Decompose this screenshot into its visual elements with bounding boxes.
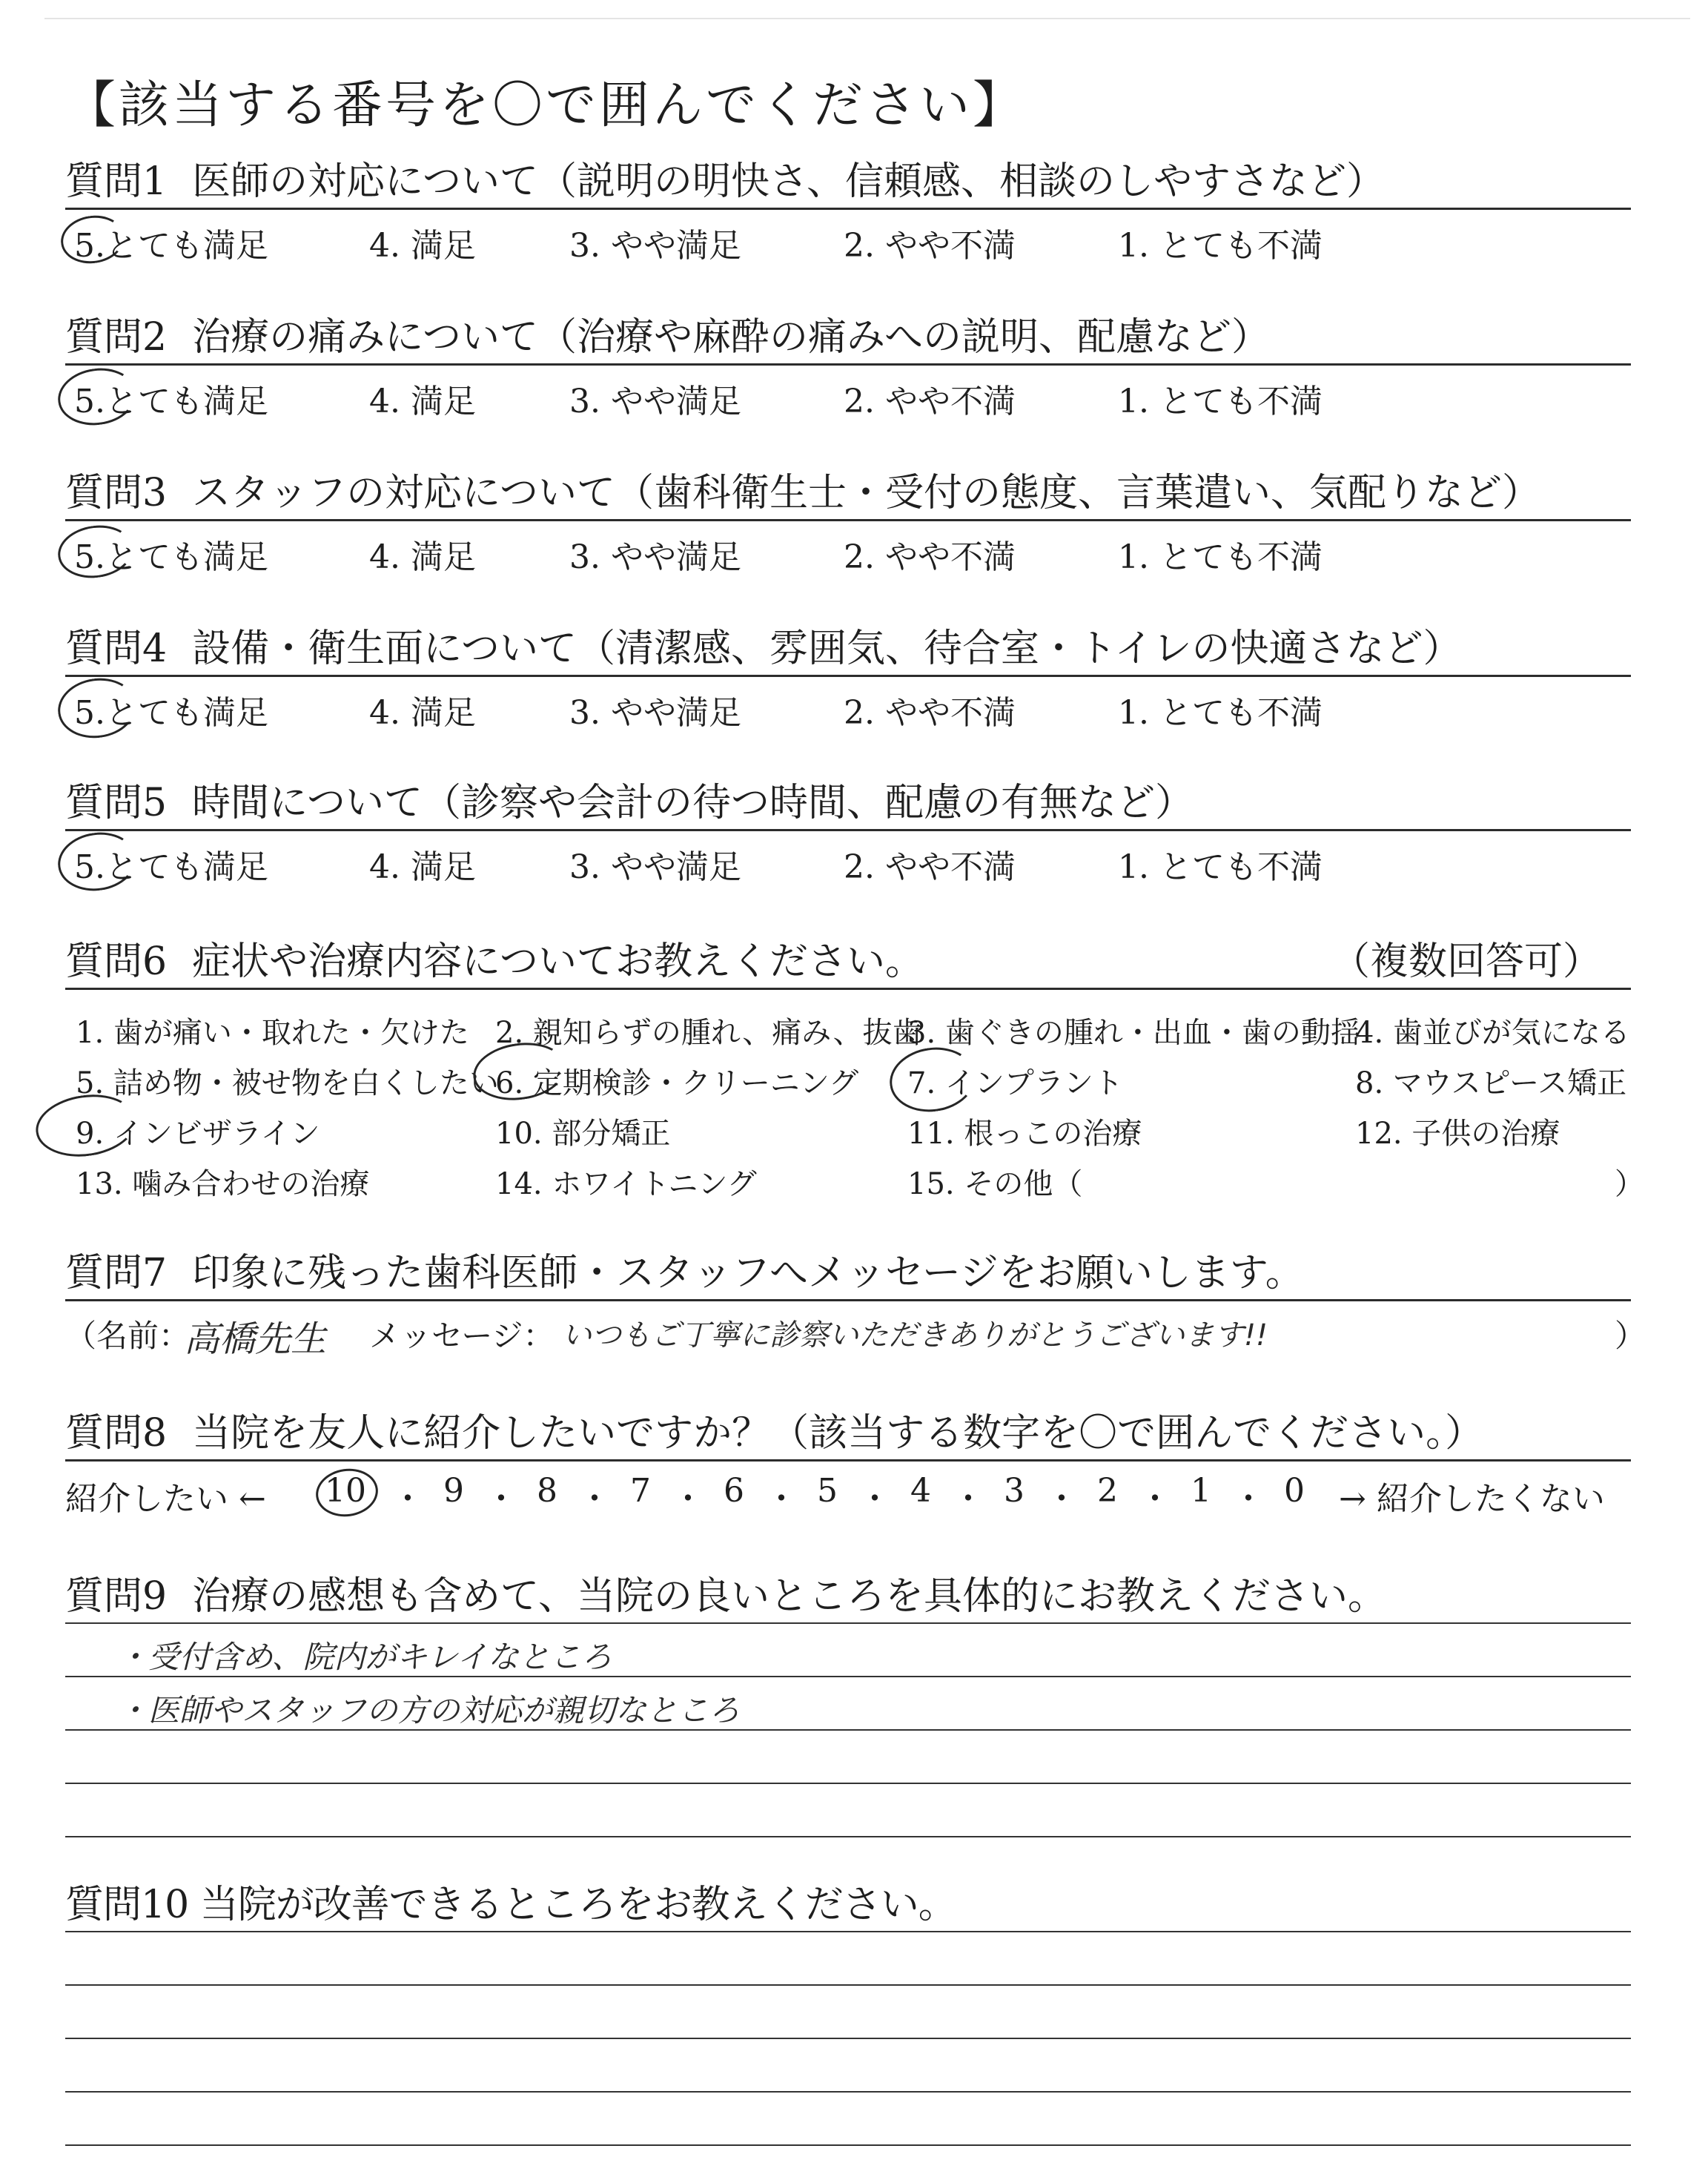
question-number: 質問6 (65, 939, 168, 984)
symptom-3[interactable]: 3. 歯ぐきの腫れ・出血・歯の動揺 (907, 1016, 1360, 1050)
option-4[interactable]: 4. 満足 (369, 383, 476, 420)
question-text: 当院を友人に紹介したいですか？（該当する数字を〇で囲んでください。） (192, 1411, 1484, 1456)
option-1[interactable]: 1. とても不満 (1118, 694, 1323, 732)
option-3[interactable]: 3. やや満足 (569, 383, 741, 420)
question-4 (65, 623, 1631, 732)
name-value[interactable]: 高橋先生 (184, 1318, 327, 1360)
symptom-9[interactable]: 9. インビザライン (76, 1117, 320, 1151)
option-1[interactable]: 1. とても不満 (1118, 538, 1323, 576)
question-number: 質問8 (65, 1411, 168, 1456)
question-8 (65, 1407, 1631, 1521)
rating-options (65, 677, 1631, 732)
scale-5[interactable]: 5 (817, 1472, 838, 1510)
option-4[interactable]: 4. 満足 (369, 538, 476, 576)
referral-scale: 紹介したい ← 10 ・ 9 ・ 8 ・ 7 ・ 6 ・ 5 ・ 4 ・ 3 ・ 2 ・ 1 ・ 0 → 紹介したくない (65, 1462, 1631, 1521)
symptom-11[interactable]: 11. 根っこの治療 (907, 1117, 1142, 1151)
question-text: 時間について（診察や会計の待つ時間、配慮の有無など） (192, 781, 1194, 825)
scale-3[interactable]: 3 (1004, 1472, 1025, 1510)
symptom-15[interactable]: 15. その他（ (907, 1167, 1083, 1201)
question-1 (65, 156, 1631, 265)
option-5[interactable]: 5.とても満足 (74, 538, 268, 576)
option-4[interactable]: 4. 満足 (369, 694, 476, 732)
top-edge (44, 18, 1690, 19)
scale-1[interactable]: 1 (1191, 1472, 1211, 1510)
option-1[interactable]: 1. とても不満 (1118, 848, 1323, 886)
option-3[interactable]: 3. やや満足 (569, 227, 741, 265)
scale-left-label: 紹介したい ← (65, 1480, 266, 1518)
symptom-options (65, 990, 1644, 1212)
symptom-4[interactable]: 4. 歯並びが気になる (1355, 1016, 1630, 1050)
question-text: 治療の痛みについて（治療や麻酔の痛みへの説明、配慮など） (192, 315, 1271, 360)
scale-4[interactable]: 4 (910, 1472, 931, 1510)
symptom-13[interactable]: 13. 噛み合わせの治療 (76, 1167, 370, 1201)
symptom-2[interactable]: 2. 親知らずの腫れ、痛み、抜歯 (495, 1016, 922, 1050)
answer-lines (65, 1622, 1631, 1904)
question-text: 治療の感想も含めて、当院の良いところを具体的にお教えください。 (192, 1574, 1387, 1619)
scale-2[interactable]: 2 (1097, 1472, 1118, 1510)
question-text: 印象に残った歯科医師・スタッフへメッセージをお願いします。 (192, 1251, 1304, 1295)
scale-10[interactable]: 10 (325, 1472, 366, 1510)
scale-0[interactable]: 0 (1284, 1472, 1305, 1510)
symptom-14[interactable]: 14. ホワイトニング (495, 1167, 757, 1201)
symptom-1[interactable]: 1. 歯が痛い・取れた・欠けた (76, 1016, 469, 1050)
option-4[interactable]: 4. 満足 (369, 227, 476, 265)
option-2[interactable]: 2. やや不満 (844, 383, 1016, 420)
answer-lines (65, 1931, 1631, 2153)
question-number: 質問1 (65, 159, 168, 204)
rating-options (65, 521, 1631, 576)
option-4[interactable]: 4. 満足 (369, 848, 476, 886)
rating-options (65, 831, 1631, 886)
question-number: 質問3 (65, 471, 168, 515)
scale-8[interactable]: 8 (537, 1472, 557, 1510)
question-text: 当院が改善できるところをお教えください。 (199, 1883, 956, 1927)
question-2 (65, 311, 1631, 420)
question-text: 医師の対応について（説明の明快さ、信頼感、相談のしやすさなど） (192, 159, 1385, 204)
symptom-5[interactable]: 5. 詰め物・被せ物を白くしたい (76, 1066, 499, 1100)
question-number: 質問7 (65, 1251, 168, 1295)
question-9 (65, 1571, 1631, 1904)
scale-7[interactable]: 7 (630, 1472, 651, 1510)
option-5[interactable]: 5.とても満足 (74, 383, 268, 420)
answer-1[interactable]: ・受付含め、院内がキレイなところ (117, 1639, 612, 1675)
option-1[interactable]: 1. とても不満 (1118, 383, 1323, 420)
question-number: 質問2 (65, 315, 168, 360)
question-10 (65, 1879, 1631, 2153)
question-text: 症状や治療内容についてお教えください。 (192, 939, 924, 984)
question-number: 質問9 (65, 1574, 168, 1619)
question-5 (65, 777, 1631, 886)
option-2[interactable]: 2. やや不満 (844, 538, 1016, 576)
option-2[interactable]: 2. やや不満 (844, 694, 1016, 732)
other-close-paren: ） (1615, 1167, 1644, 1201)
question-6 (65, 936, 1644, 1212)
question-3 (65, 467, 1631, 576)
symptom-10[interactable]: 10. 部分矯正 (495, 1117, 671, 1151)
page-title: 【該当する番号を〇で囲んでください】 (65, 76, 1027, 135)
option-3[interactable]: 3. やや満足 (569, 694, 741, 732)
option-2[interactable]: 2. やや不満 (844, 227, 1016, 265)
rating-options (65, 210, 1631, 265)
answer-2[interactable]: ・医師やスタッフの方の対応が親切なところ (117, 1692, 741, 1728)
question-text: 設備・衛生面について（清潔感、雰囲気、待合室・トイレの快適さなど） (192, 627, 1462, 671)
rating-options (65, 366, 1631, 420)
symptom-8[interactable]: 8. マウスピース矯正 (1355, 1066, 1627, 1100)
symptom-6[interactable]: 6. 定期検診・クリーニング (495, 1066, 859, 1100)
scale-9[interactable]: 9 (443, 1472, 464, 1510)
scale-6[interactable]: 6 (724, 1472, 744, 1510)
message-close-paren: ） (1615, 1318, 1646, 1354)
message-label: メッセージ： (369, 1318, 555, 1354)
option-2[interactable]: 2. やや不満 (844, 848, 1016, 886)
option-1[interactable]: 1. とても不満 (1118, 227, 1323, 265)
question-number: 質問5 (65, 781, 168, 825)
question-number: 質問10 (65, 1883, 189, 1927)
option-3[interactable]: 3. やや満足 (569, 538, 741, 576)
name-label: （名前： (65, 1318, 191, 1354)
symptom-12[interactable]: 12. 子供の治療 (1355, 1117, 1560, 1151)
question-number: 質問4 (65, 627, 168, 671)
option-5[interactable]: 5.とても満足 (74, 227, 268, 265)
option-5[interactable]: 5.とても満足 (74, 694, 268, 732)
symptom-7[interactable]: 7. インプラント (907, 1066, 1123, 1100)
message-value[interactable]: いつもご丁寧に診察いただきありがとうございます!! (562, 1318, 1268, 1353)
question-7 (65, 1247, 1646, 1361)
scale-right-label: → 紹介したくない (1339, 1480, 1605, 1518)
option-3[interactable]: 3. やや満足 (569, 848, 741, 886)
question-text: スタッフの対応について（歯科衛生士・受付の態度、言葉遣い、気配りなど） (192, 471, 1541, 515)
message-row (65, 1301, 1646, 1361)
option-5[interactable]: 5.とても満足 (74, 848, 268, 886)
multiple-answers-note: （複数回答可） (1331, 939, 1601, 984)
